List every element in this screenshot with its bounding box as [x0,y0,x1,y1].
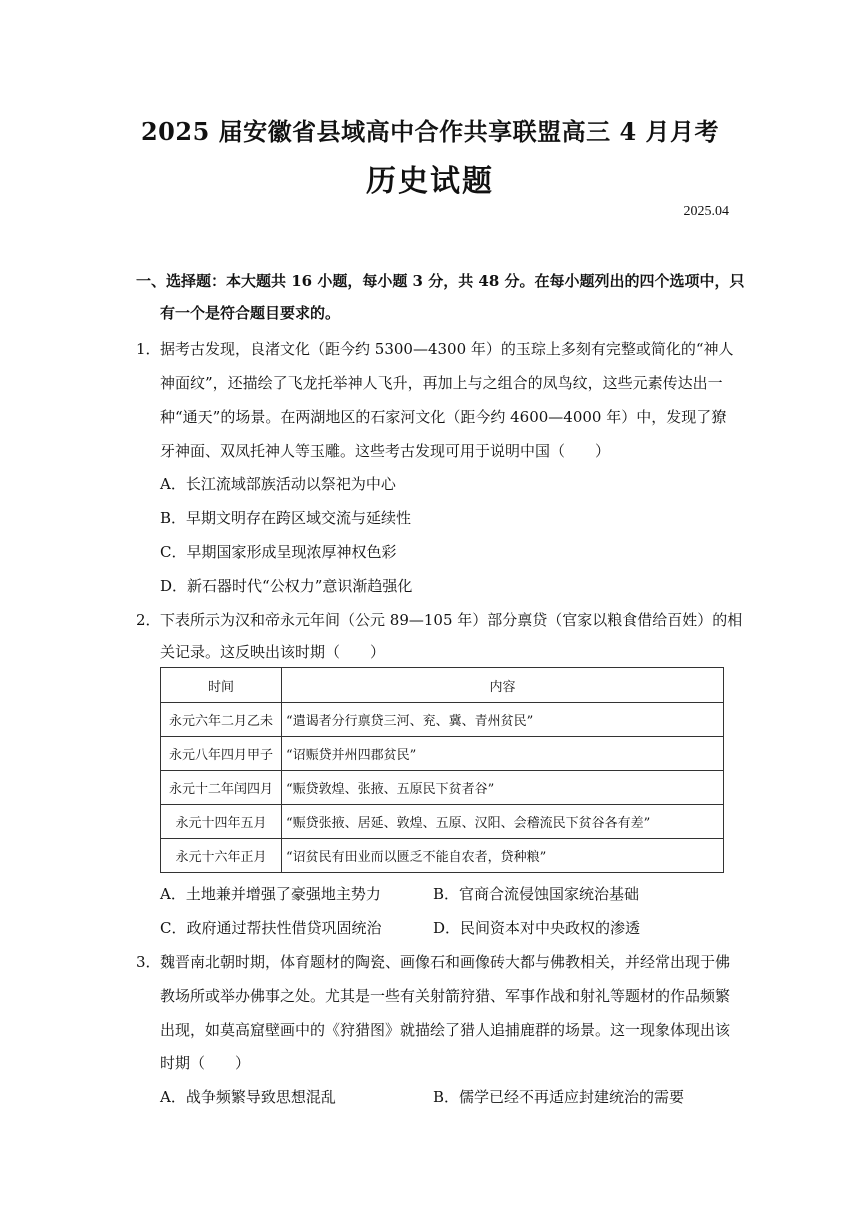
section-heading-line-1: 一、选择题：本大题共 16 小题，每小题 3 分，共 48 分。在每小题列出的四个选项中，只 [136,272,745,290]
question-3-option-b: B．儒学已经不再适应封建统治的需要 [433,1088,685,1106]
question-3-option-a: A．战争频繁导致思想混乱 [160,1088,336,1106]
question-1-stem-line-2: 神面纹”，还描绘了飞龙托举神人飞升，再加上与之组合的凤鸟纹，这些元素传达出一 [160,374,723,392]
table-cell-content: “诏赈贷并州四郡贫民” [282,737,724,771]
question-2-stem-line-1: 下表所示为汉和帝永元年间（公元 89—105 年）部分禀贷（官家以粮食借给百姓）的相 [160,611,743,629]
table-row [161,703,724,737]
question-1-option-a: A．长江流域部族活动以祭祀为中心 [160,475,396,493]
question-3-stem-line-1: 魏晋南北朝时期，体育题材的陶瓷、画像石和画像砖大都与佛教相关，并经常出现于佛 [160,953,731,971]
table-cell-time: 永元八年四月甲子 [161,737,282,771]
question-3-stem-line-2: 教场所或举办佛事之处。尤其是一些有关射箭狩猎、军事作战和射礼等题材的作品频繁 [160,987,731,1005]
column-header-content: 内容 [282,668,724,703]
table-row [161,737,724,771]
question-2-option-b: B．官商合流侵蚀国家统治基础 [433,885,640,903]
exam-title: 2025 届安徽省县域高中合作共享联盟高三 4 月月考 [140,117,720,146]
table-cell-content: “遣谒者分行禀贷三河、兖、冀、青州贫民” [282,703,724,737]
question-2-option-d: D．民间资本对中央政权的渗透 [433,919,641,937]
question-1-option-d: D．新石器时代“公权力”意识渐趋强化 [160,577,413,595]
question-3-stem-line-4: 时期（ ） [160,1054,251,1072]
question-1-option-b: B．早期文明存在跨区域交流与延续性 [160,509,412,527]
lending-records-table [160,667,724,873]
question-2-option-c: C．政府通过帮扶性借贷巩固统治 [160,919,382,937]
subject-title: 历史试题 [366,164,494,199]
section-heading-line-2: 有一个是符合题目要求的。 [160,304,341,322]
question-1-option-c: C．早期国家形成呈现浓厚神权色彩 [160,543,397,561]
question-3-stem-line-3: 出现，如莫高窟壁画中的《狩猎图》就描绘了猎人追捕鹿群的场景。这一现象体现出该 [160,1021,731,1039]
table-row [161,805,724,839]
table-cell-time: 永元十四年五月 [161,805,282,839]
table-row [161,839,724,873]
table-cell-content: “赈贷张掖、居延、敦煌、五原、汉阳、会稽流民下贫谷各有差” [282,805,724,839]
table-cell-content: “赈贷敦煌、张掖、五原民下贫者谷” [282,771,724,805]
question-3-number: 3． [136,953,161,971]
question-1-stem-line-1: 据考古发现，良渚文化（距今约 5300—4300 年）的玉琮上多刻有完整或简化的“神人 [160,340,734,358]
question-1-stem-line-4: 牙神面、双凤托神人等玉雕。这些考古发现可用于说明中国（ ） [160,442,611,460]
question-1-stem-line-3: 种“通天”的场景。在两湖地区的石家河文化（距今约 4600—4000 年）中，发现了獠 [160,408,727,426]
question-1-number: 1． [136,340,161,358]
table-header-row [161,668,724,703]
table-row [161,771,724,805]
table-cell-time: 永元六年二月乙未 [161,703,282,737]
column-header-time: 时间 [161,668,282,703]
table-cell-content: “诏贫民有田业而以匮乏不能自农者，贷种粮” [282,839,724,873]
table-cell-time: 永元十六年正月 [161,839,282,873]
question-2-stem-line-2: 关记录。这反映出该时期（ ） [160,643,386,661]
question-2-option-a: A．土地兼并增强了豪强地主势力 [160,885,381,903]
table-cell-time: 永元十二年闰四月 [161,771,282,805]
exam-date: 2025.04 [683,204,729,219]
question-2-number: 2． [136,611,161,629]
